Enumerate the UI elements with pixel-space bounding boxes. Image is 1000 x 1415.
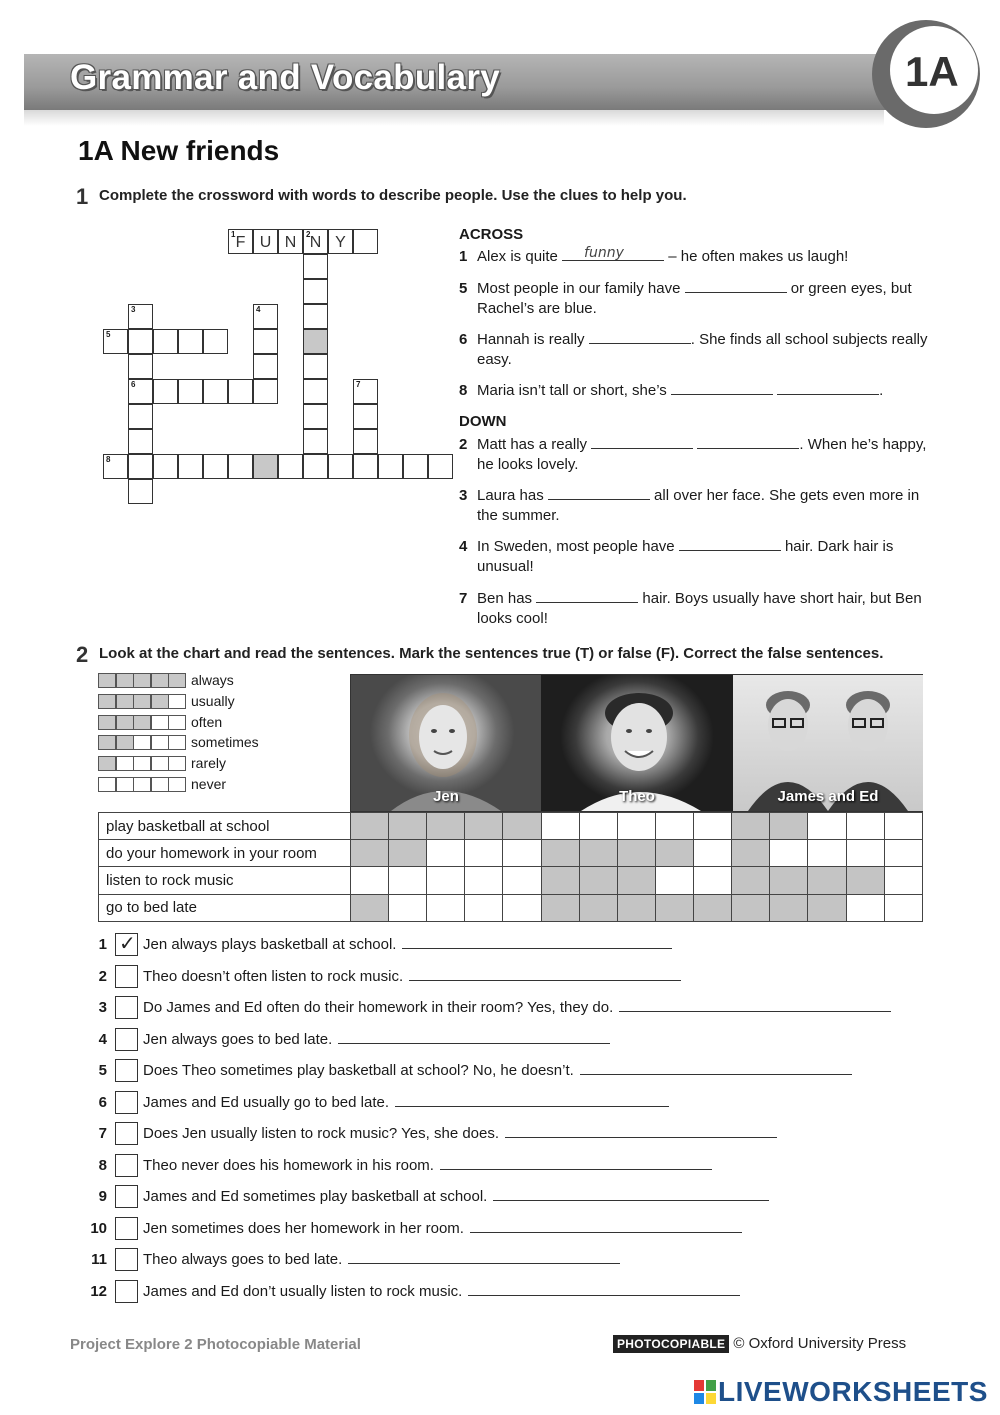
sentence-text: Do James and Ed often do their homework in their room? Yes, they do. [143,999,891,1016]
clue-text: Ben has hair. Boys usually have short hair, but Ben looks cool! [477,590,922,627]
clue-number: 7 [459,590,468,607]
legend-box [168,735,186,750]
clue-number: 1 [459,248,468,265]
answer-checkbox[interactable] [115,1154,138,1177]
activity-label: do your homework in your room [99,840,351,867]
sentence-number: 1 [98,936,107,953]
legend-box [151,673,169,688]
legend-box [116,756,134,771]
frequency-cell [388,894,426,921]
crossword-cell[interactable] [128,429,153,454]
legend-box [168,694,186,709]
crossword-cell[interactable] [428,454,453,479]
correction-line[interactable] [505,1126,777,1138]
clue-text: Maria isn’t tall or short, she’s . [477,382,884,399]
answer-checkbox[interactable] [115,1059,138,1082]
crossword-cell[interactable] [128,404,153,429]
frequency-cell [846,813,884,840]
clue-text: Alex is quite funny – he often makes us laugh! [477,245,849,265]
clue-number: 2 [459,436,468,453]
crossword-cell[interactable] [378,454,403,479]
frequency-cell [732,894,770,921]
chart-row [99,840,923,867]
frequency-cell [884,867,922,894]
frequency-cell [846,867,884,894]
frequency-cell [465,840,503,867]
sentence-text: Jen sometimes does her homework in her room. [143,1220,742,1237]
crossword-cell[interactable] [153,454,178,479]
sentence-item [80,964,940,990]
legend-box [98,694,116,709]
crossword-cell[interactable] [178,379,203,404]
frequency-cell [350,813,388,840]
crossword-letter: N [284,234,297,251]
crossword-cell[interactable] [353,454,378,479]
correction-line[interactable] [493,1189,769,1201]
clue-number: 3 [459,487,468,504]
sentence-text: Jen always goes to bed late. [143,1031,610,1048]
legend-box [168,673,186,688]
clue [459,537,929,577]
sentence-number: 5 [98,1062,107,1079]
frequency-cell [617,867,655,894]
frequency-cell [503,840,541,867]
crossword-cell[interactable] [328,229,353,254]
clue-number: 6 [459,331,468,348]
frequency-cell [884,813,922,840]
legend-box [98,756,116,771]
crossword-cell[interactable] [353,229,378,254]
crossword-letter: N [309,234,322,251]
correction-line[interactable] [348,1252,620,1264]
correction-line[interactable] [338,1032,610,1044]
liveworksheets-icon [694,1380,716,1404]
frequency-cell [770,867,808,894]
crossword-letter: F [235,234,246,251]
crossword-cell[interactable] [153,379,178,404]
frequency-cell [579,813,617,840]
legend-box [151,777,169,792]
legend-box [133,715,151,730]
crossword-cell[interactable] [203,454,228,479]
exercise-number: 2 [76,642,89,667]
frequency-cell [732,840,770,867]
brand-name: LIVEWORKSHEETS [718,1376,988,1407]
unit-badge-label: 1A [905,48,959,95]
crossword-cell[interactable] [203,329,228,354]
crossword-cell[interactable] [103,329,128,354]
legend-box [151,735,169,750]
crossword-cell[interactable] [303,229,328,254]
frequency-cell [350,867,388,894]
down-heading: DOWN [459,413,507,430]
frequency-cell [388,867,426,894]
answer-checkbox[interactable] [115,1185,138,1208]
correction-line[interactable] [468,1284,740,1296]
answer-checkbox[interactable] [115,1122,138,1145]
photo-strip [350,674,923,812]
crossword-cell[interactable] [328,454,353,479]
answer-blank[interactable] [685,279,787,293]
crossword-cell[interactable] [228,379,253,404]
legend-label: sometimes [191,734,259,751]
frequency-cell [541,867,579,894]
clue-text: Laura has all over her face. She gets even more in the summer. [477,487,920,524]
frequency-cell [427,813,465,840]
clue-text: Most people in our family have or green eyes, but Rachel’s are blue. [477,280,912,317]
crossword-cell[interactable] [128,379,153,404]
legend-box [98,715,116,730]
legend-box [98,735,116,750]
crossword-cell[interactable] [253,329,278,354]
answer-checkbox[interactable] [115,933,138,956]
legend-label: usually [191,692,235,709]
frequency-cell [350,894,388,921]
across-heading: ACROSS [459,226,524,243]
sentence-number: 4 [98,1030,107,1048]
clue-number: 2 [306,230,311,239]
legend-box [116,735,134,750]
sentence-text: James and Ed sometimes play basketball at school. [143,1188,769,1205]
crossword-cell[interactable] [303,329,328,354]
legend-box [168,756,186,771]
answer-blank[interactable] [777,381,879,395]
sentence-text: Theo doesn’t often listen to rock music. [143,968,681,985]
frequency-cell [617,894,655,921]
crossword-cell[interactable] [303,304,328,329]
answer-blank[interactable] [671,381,773,395]
frequency-cell [465,894,503,921]
sentence-item [80,932,940,958]
correction-line[interactable] [619,1000,891,1012]
frequency-cell [655,840,693,867]
correction-line[interactable] [580,1063,852,1075]
person-name: Jen [433,788,459,805]
activity-label: play basketball at school [99,813,351,840]
crossword-cell[interactable] [178,454,203,479]
crossword-cell[interactable] [253,304,278,329]
frequency-cell [579,840,617,867]
clue-number: 8 [106,455,111,464]
photo-james-and-ed [733,675,923,811]
frequency-cell [694,813,732,840]
frequency-cell [846,894,884,921]
answer-blank[interactable] [697,435,799,449]
lesson-title: 1A New friends [78,135,280,166]
sentence-item [80,1153,940,1179]
correction-line[interactable] [402,937,672,949]
person-name: James and Ed [777,788,879,805]
crossword-cell[interactable] [128,454,153,479]
sentence-item [80,1121,940,1147]
frequency-cell [388,840,426,867]
answer-blank[interactable] [589,330,691,344]
crossword-cell[interactable] [278,454,303,479]
clue-number: 4 [459,538,468,555]
crossword-cell[interactable] [253,354,278,379]
frequency-cell [732,813,770,840]
answer-checkbox[interactable] [115,965,138,988]
clue-text: Hannah is really . She finds all school subjects really easy. [477,331,928,368]
clue [459,435,929,475]
clue-number: 6 [131,380,136,389]
footer-copyright [613,1335,906,1353]
crossword-cell[interactable] [303,354,328,379]
sentence-number: 3 [98,999,107,1016]
answer-blank[interactable] [548,486,650,500]
frequency-cell [846,840,884,867]
section-title: Grammar and Vocabulary [70,58,501,97]
legend-box [168,715,186,730]
crossword-cell[interactable] [128,304,153,329]
clue [459,279,929,319]
clue-number: 8 [459,382,468,399]
legend-box [168,777,186,792]
frequency-chart [98,812,923,922]
sentence-item [80,1184,940,1210]
frequency-cell [350,840,388,867]
legend-label: never [191,776,227,792]
frequency-cell [884,840,922,867]
answer-blank[interactable] [562,247,664,261]
legend-box [133,694,151,709]
frequency-cell [884,894,922,921]
crossword-cell[interactable] [353,429,378,454]
sentence-number: 6 [98,1093,107,1111]
frequency-cell [579,894,617,921]
frequency-cell [617,813,655,840]
sentence-number: 10 [90,1219,107,1237]
frequency-cell [503,813,541,840]
crossword-cell[interactable] [303,454,328,479]
legend-box [116,694,134,709]
frequency-cell [808,867,846,894]
legend-box [116,715,134,730]
clue [459,486,929,526]
answer-checkbox[interactable] [115,1248,138,1271]
chart-row [99,867,923,894]
frequency-cell [694,840,732,867]
frequency-cell [541,894,579,921]
legend-box [116,777,134,792]
answer-checkbox[interactable] [115,1091,138,1114]
clue-number: 1 [231,230,236,239]
sentence-item [80,1058,940,1084]
sentence-item [80,1279,940,1305]
frequency-cell [617,840,655,867]
legend-label: often [191,713,223,730]
photo-theo [541,675,733,811]
frequency-cell [388,813,426,840]
sentence-text: Theo always goes to bed late. [143,1251,620,1268]
photo-jen [351,675,541,811]
frequency-cell [427,867,465,894]
crossword-cell[interactable] [303,404,328,429]
frequency-cell [770,840,808,867]
answer-checkbox[interactable] [115,1217,138,1240]
clue [459,247,929,267]
legend-box [151,756,169,771]
legend-box [98,673,116,688]
exercise-instruction: Look at the chart and read the sentences. Mark the sentences true (T) or false (F). Correct the false sentences. [99,645,884,662]
correction-line[interactable] [470,1221,742,1233]
frequency-cell [579,867,617,894]
clue-number: 3 [131,305,136,314]
answer-blank[interactable] [679,537,781,551]
sentence-item [80,1090,940,1116]
frequency-cell [694,867,732,894]
frequency-cell [770,894,808,921]
legend-box [151,715,169,730]
chart-row [99,813,923,840]
header-shadow [24,110,884,126]
sentence-number: 12 [90,1282,107,1300]
crossword-cell[interactable] [403,454,428,479]
frequency-cell [655,894,693,921]
frequency-cell [808,813,846,840]
crossword-cell[interactable] [153,329,178,354]
crossword-cell[interactable] [303,379,328,404]
correction-line[interactable] [440,1158,712,1170]
clue-text: Matt has a really . When he’s happy, he looks lovely. [477,436,927,473]
sentence-text: James and Ed don’t usually listen to rock music. [143,1283,740,1300]
legend-label: rarely [191,755,227,772]
exercise-number: 1 [76,184,89,209]
crossword-cell[interactable] [178,329,203,354]
correction-line[interactable] [409,969,681,981]
sentence-item [80,995,940,1021]
crossword-cell[interactable] [303,429,328,454]
frequency-cell [694,894,732,921]
crossword-cell[interactable] [228,229,253,254]
sentence-number: 8 [98,1156,107,1174]
crossword-cell[interactable] [303,254,328,279]
frequency-cell [503,867,541,894]
frequency-cell [732,867,770,894]
clue [459,381,929,401]
legend-box [133,673,151,688]
legend-box [116,673,134,688]
sentence-text: Does Jen usually listen to rock music? Yes, she does. [143,1125,777,1142]
sentence-text: Theo never does his homework in his room. [143,1157,712,1174]
sentence-number: 11 [91,1251,107,1268]
sentence-number: 9 [98,1188,107,1205]
checkmark-icon: ✓ [119,933,136,955]
frequency-cell [808,894,846,921]
clue-number: 4 [256,305,261,314]
clue-number: 5 [106,330,111,339]
clue-number: 7 [356,380,361,389]
sample-answer: funny [584,245,624,261]
sentence-item [80,1247,940,1273]
frequency-cell [541,840,579,867]
sentence-text: Does Theo sometimes play basketball at school? No, he doesn’t. [143,1062,852,1079]
sentence-number: 2 [98,967,107,985]
crossword-letter: Y [335,234,346,251]
publisher: © Oxford University Press [733,1335,907,1352]
answer-checkbox[interactable] [115,996,138,1019]
liveworksheets-logo[interactable] [694,1376,988,1408]
sentence-item [80,1216,940,1242]
crossword-cell[interactable] [128,479,153,504]
clue-number: 5 [459,280,468,297]
crossword-cell[interactable] [253,379,278,404]
crossword-cell[interactable] [128,354,153,379]
crossword-cell[interactable] [128,329,153,354]
legend-box [133,777,151,792]
sentence-number: 7 [98,1125,107,1142]
crossword-cell[interactable] [353,404,378,429]
crossword-cell[interactable] [228,454,253,479]
answer-checkbox[interactable] [115,1028,138,1051]
legend-box [133,756,151,771]
footer-source: Project Explore 2 Photocopiable Material [70,1336,361,1353]
exercise-instruction: Complete the crossword with words to describe people. Use the clues to help you. [99,187,687,204]
crossword-cell[interactable] [253,454,278,479]
legend-label: always [191,672,234,688]
frequency-cell [655,867,693,894]
legend-box [151,694,169,709]
sentence-text: James and Ed usually go to bed late. [143,1094,669,1111]
crossword-cell[interactable] [353,379,378,404]
sentence-text: Jen always plays basketball at school. [143,936,672,953]
crossword-letter: U [259,234,272,251]
frequency-cell [808,840,846,867]
frequency-cell [770,813,808,840]
activity-label: listen to rock music [99,867,351,894]
crossword-cell[interactable] [303,279,328,304]
legend-box [133,735,151,750]
frequency-cell [465,813,503,840]
answer-blank[interactable] [591,435,693,449]
crossword-cell[interactable] [278,229,303,254]
frequency-cell [655,813,693,840]
crossword-cell[interactable] [253,229,278,254]
crossword-cell[interactable] [103,454,128,479]
frequency-cell [427,840,465,867]
sentence-item [80,1027,940,1053]
clue [459,330,929,370]
photocopiable-badge: PHOTOCOPIABLE [613,1335,729,1353]
frequency-cell [503,894,541,921]
person-name: Theo [619,788,655,805]
crossword-cell[interactable] [203,379,228,404]
frequency-cell [465,867,503,894]
legend-box [98,777,116,792]
frequency-cell [541,813,579,840]
clue-text: In Sweden, most people have hair. Dark hair is unusual! [477,538,894,575]
correction-line[interactable] [395,1095,669,1107]
activity-label: go to bed late [99,894,351,921]
clue [459,589,929,629]
answer-blank[interactable] [536,589,638,603]
answer-checkbox[interactable] [115,1280,138,1303]
chart-row [99,894,923,921]
frequency-cell [427,894,465,921]
